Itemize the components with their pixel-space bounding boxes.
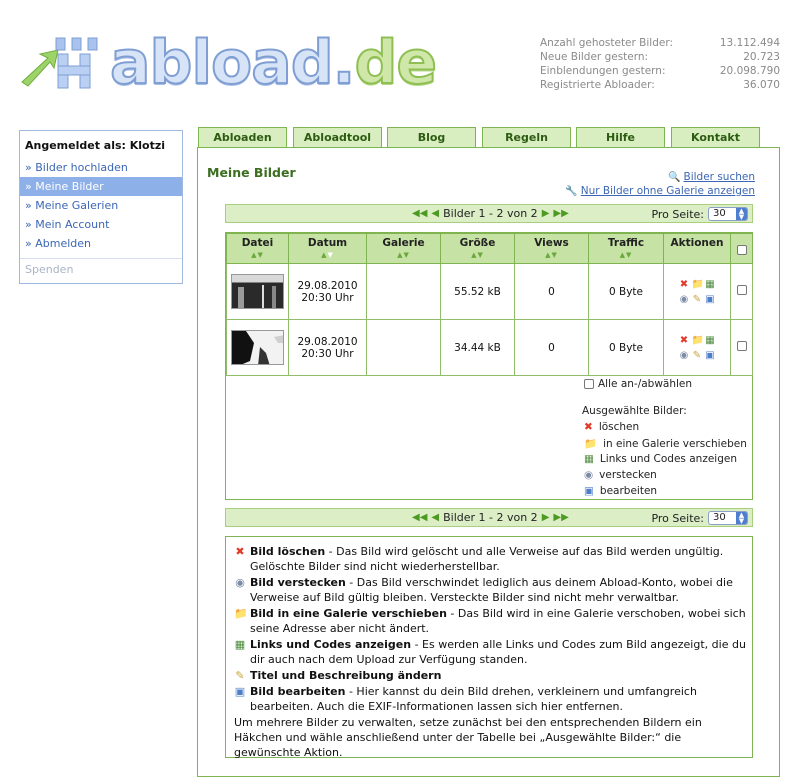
user-sidebar — [19, 130, 183, 284]
first-page-icon[interactable]: ◀◀ — [412, 512, 428, 523]
hide-icon: ◉ — [235, 576, 245, 589]
edit-image-icon: ▣ — [584, 485, 594, 497]
site-stats — [540, 36, 780, 92]
sort-arrows-icon: ▲▼ — [619, 251, 633, 259]
table-row — [227, 264, 753, 320]
traffic-cell: 0 Byte — [589, 320, 664, 376]
links-codes-icon: ▦ — [584, 453, 594, 465]
tab-abloadtool[interactable]: Abloadtool — [293, 127, 382, 148]
help-box — [225, 536, 753, 758]
logged-in-heading: Angemeldet als: Klotzi — [25, 139, 166, 152]
help-footer: Um mehrere Bilder zu verwalten, setze zunächst bei den entsprechenden Bildern ein Häkchen und wähle anschließend unter der Tabelle bei „Ausgewählte Bilder:“ die gewünschte Aktion. — [234, 716, 702, 759]
sort-arrows-icon: ▲▼ — [545, 251, 558, 259]
thumbnail-cell[interactable] — [227, 320, 289, 376]
hide-icon: ◉ — [584, 469, 594, 481]
col-header-datum[interactable]: Datum ▲▼ — [289, 234, 367, 264]
traffic-cell: 0 Byte — [589, 264, 664, 320]
bulk-move-to-gallery[interactable]: 📁 in eine Galerie verschieben — [584, 437, 747, 450]
hide-icon[interactable]: ◉ — [679, 349, 689, 361]
sort-arrows-icon: ▲▼ — [471, 251, 484, 259]
page-title: Meine Bilder — [207, 165, 296, 180]
tab-kontakt[interactable]: Kontakt — [671, 127, 760, 148]
edit-image-icon[interactable]: ▣ — [705, 293, 715, 305]
tab-regeln[interactable]: Regeln — [482, 127, 571, 148]
col-header-galerie[interactable]: Galerie ▲▼ — [367, 234, 441, 264]
links-codes-icon[interactable]: ▦ — [705, 278, 715, 290]
pager-text: Bilder 1 - 2 von 2 — [443, 511, 538, 524]
help-item-edit: ▣ Bild bearbeiten - Hier kannst du dein Bild drehen, verkleinern und umfangreich bearbeiten. Auch die EXIF-Informationen lassen sich hier entfernen. — [234, 685, 697, 713]
top-links — [565, 170, 755, 198]
no-gallery-link[interactable]: 🔧 Nur Bilder ohne Galerie anzeigen — [565, 185, 755, 197]
gallery-cell — [367, 264, 441, 320]
prev-page-icon[interactable]: ◀ — [431, 512, 440, 523]
image-thumbnail[interactable] — [231, 274, 284, 309]
hide-icon[interactable]: ◉ — [679, 293, 689, 305]
help-item-move: 📁 Bild in eine Galerie verschieben - Das Bild wird in eine Galerie verschoben, wobei sich seine Adresse aber nicht ändert. — [234, 607, 746, 635]
sidebar-item-upload[interactable]: » Bilder hochladen — [25, 161, 128, 174]
col-header-aktionen: Aktionen — [664, 234, 731, 264]
wrench-icon: 🔧 — [565, 186, 578, 197]
move-to-gallery-icon[interactable]: 📁 — [691, 334, 704, 346]
next-page-icon[interactable]: ▶ — [541, 512, 550, 523]
per-page-select[interactable]: 30 ▲ ▼ — [708, 511, 748, 525]
image-thumbnail[interactable] — [231, 330, 284, 365]
sidebar-item-my-account[interactable]: » Mein Account — [25, 218, 110, 231]
last-page-icon[interactable]: ▶▶ — [553, 208, 569, 219]
row-checkbox[interactable] — [737, 341, 747, 351]
delete-icon[interactable]: ✖ — [679, 278, 689, 290]
select-all-toggle[interactable]: Alle an-/abwählen — [584, 378, 692, 390]
selected-images-heading: Ausgewählte Bilder: — [582, 405, 687, 417]
next-page-icon[interactable]: ▶ — [541, 208, 550, 219]
main-tabs — [197, 127, 780, 148]
select-all-header-checkbox[interactable] — [737, 245, 747, 255]
bulk-hide[interactable]: ◉ verstecken — [584, 469, 657, 481]
links-codes-icon: ▦ — [234, 638, 246, 651]
col-header-checkbox[interactable] — [731, 234, 753, 264]
bulk-delete[interactable]: ✖ löschen — [584, 421, 640, 433]
pager-text: Bilder 1 - 2 von 2 — [443, 207, 538, 220]
col-header-traffic[interactable]: Traffic ▲▼ — [589, 234, 664, 264]
search-images-link[interactable]: 🔍 Bilder suchen — [668, 171, 755, 183]
actions-cell — [664, 264, 731, 320]
bulk-edit[interactable]: ▣ bearbeiten — [584, 485, 658, 497]
magnifier-icon: 🔍 — [668, 172, 681, 183]
content-panel — [197, 147, 780, 777]
stat-row: Neue Bilder gestern: 20.723 — [540, 51, 780, 63]
edit-title-icon[interactable]: ✎ — [692, 349, 702, 361]
tab-hilfe[interactable]: Hilfe — [576, 127, 665, 148]
stat-row: Anzahl gehosteter Bilder: 13.112.494 — [540, 37, 780, 49]
select-arrows-icon: ▲ ▼ — [736, 512, 747, 524]
date-cell: 29.08.2010 20:30 Uhr — [289, 320, 367, 376]
help-item-title: ✎ Titel und Beschreibung ändern — [235, 669, 442, 682]
logo-text: abload.de — [110, 28, 437, 98]
row-checkbox-cell — [731, 264, 753, 320]
table-header-row — [227, 234, 753, 264]
last-page-icon[interactable]: ▶▶ — [553, 512, 569, 523]
sort-arrows-icon: ▲▼ — [397, 251, 410, 259]
move-to-gallery-icon[interactable]: 📁 — [691, 278, 704, 290]
tab-blog[interactable]: Blog — [387, 127, 476, 148]
col-header-datei[interactable]: Datei ▲▼ — [227, 234, 289, 264]
edit-image-icon[interactable]: ▣ — [705, 349, 715, 361]
abload-logo[interactable] — [18, 26, 437, 98]
select-arrows-icon: ▲ ▼ — [736, 208, 747, 220]
pager-bottom — [225, 508, 753, 527]
prev-page-icon[interactable]: ◀ — [431, 208, 440, 219]
per-page-label: Pro Seite: — [651, 207, 704, 221]
select-all-checkbox[interactable] — [584, 379, 594, 389]
donate-link[interactable]: Spenden — [25, 263, 74, 276]
folder-icon: 📁 — [234, 607, 248, 620]
tab-abloaden[interactable]: Abloaden — [198, 127, 287, 148]
sort-arrows-icon: ▲▼ — [321, 251, 334, 259]
row-checkbox[interactable] — [737, 285, 747, 295]
gallery-cell — [367, 320, 441, 376]
delete-icon: ✖ — [235, 545, 245, 558]
bulk-links-codes[interactable]: ▦ Links und Codes anzeigen — [584, 453, 737, 465]
per-page-label: Pro Seite: — [651, 511, 704, 525]
table-row — [227, 320, 753, 376]
edit-title-icon: ✎ — [235, 669, 245, 682]
row-checkbox-cell — [731, 320, 753, 376]
images-table — [225, 232, 753, 500]
delete-icon: ✖ — [584, 421, 593, 433]
col-header-views[interactable]: Views ▲▼ — [515, 234, 589, 264]
size-cell: 34.44 kB — [441, 320, 515, 376]
sidebar-item-logout[interactable]: » Abmelden — [25, 237, 91, 250]
delete-icon[interactable]: ✖ — [679, 334, 689, 346]
links-codes-icon[interactable]: ▦ — [705, 334, 715, 346]
sort-arrows-icon: ▲▼ — [251, 251, 264, 259]
first-page-icon[interactable]: ◀◀ — [412, 208, 428, 219]
help-item-links: ▦ Links und Codes anzeigen - Es werden alle Links und Codes zum Bild angezeigt, die du dir auch nach dem Upload zur Verfügung standen. — [234, 638, 746, 666]
thumbnail-cell[interactable] — [227, 264, 289, 320]
views-cell: 0 — [515, 264, 589, 320]
actions-cell — [664, 320, 731, 376]
size-cell: 55.52 kB — [441, 264, 515, 320]
stat-row: Einblendungen gestern: 20.098.790 — [540, 65, 780, 77]
date-cell: 29.08.2010 20:30 Uhr — [289, 264, 367, 320]
edit-title-icon[interactable]: ✎ — [692, 293, 702, 305]
help-item-delete: ✖ Bild löschen - Das Bild wird gelöscht und alle Verweise auf das Bild werden ungültig. Gelöschte Bilder sind nicht wiederherstellbar. — [235, 545, 724, 573]
sidebar-item-my-images[interactable]: » Meine Bilder — [20, 177, 182, 196]
per-page-select[interactable]: 30 ▲ ▼ — [708, 207, 748, 221]
views-cell: 0 — [515, 320, 589, 376]
folder-icon: 📁 — [584, 438, 598, 450]
help-item-hide: ◉ Bild verstecken - Das Bild verschwindet lediglich aus deinem Abload-Konto, wobei die Verweise auf Bild gültig bleiben. Versteckte Bilder sind nicht mehr verwaltbar. — [235, 576, 733, 604]
pager-top — [225, 204, 753, 223]
logo-mark-icon — [18, 32, 108, 96]
stat-row: Registrierte Abloader: 36.070 — [540, 79, 780, 91]
edit-image-icon: ▣ — [234, 685, 246, 698]
col-header-groesse[interactable]: Größe ▲▼ — [441, 234, 515, 264]
sidebar-item-my-galleries[interactable]: » Meine Galerien — [25, 199, 119, 212]
